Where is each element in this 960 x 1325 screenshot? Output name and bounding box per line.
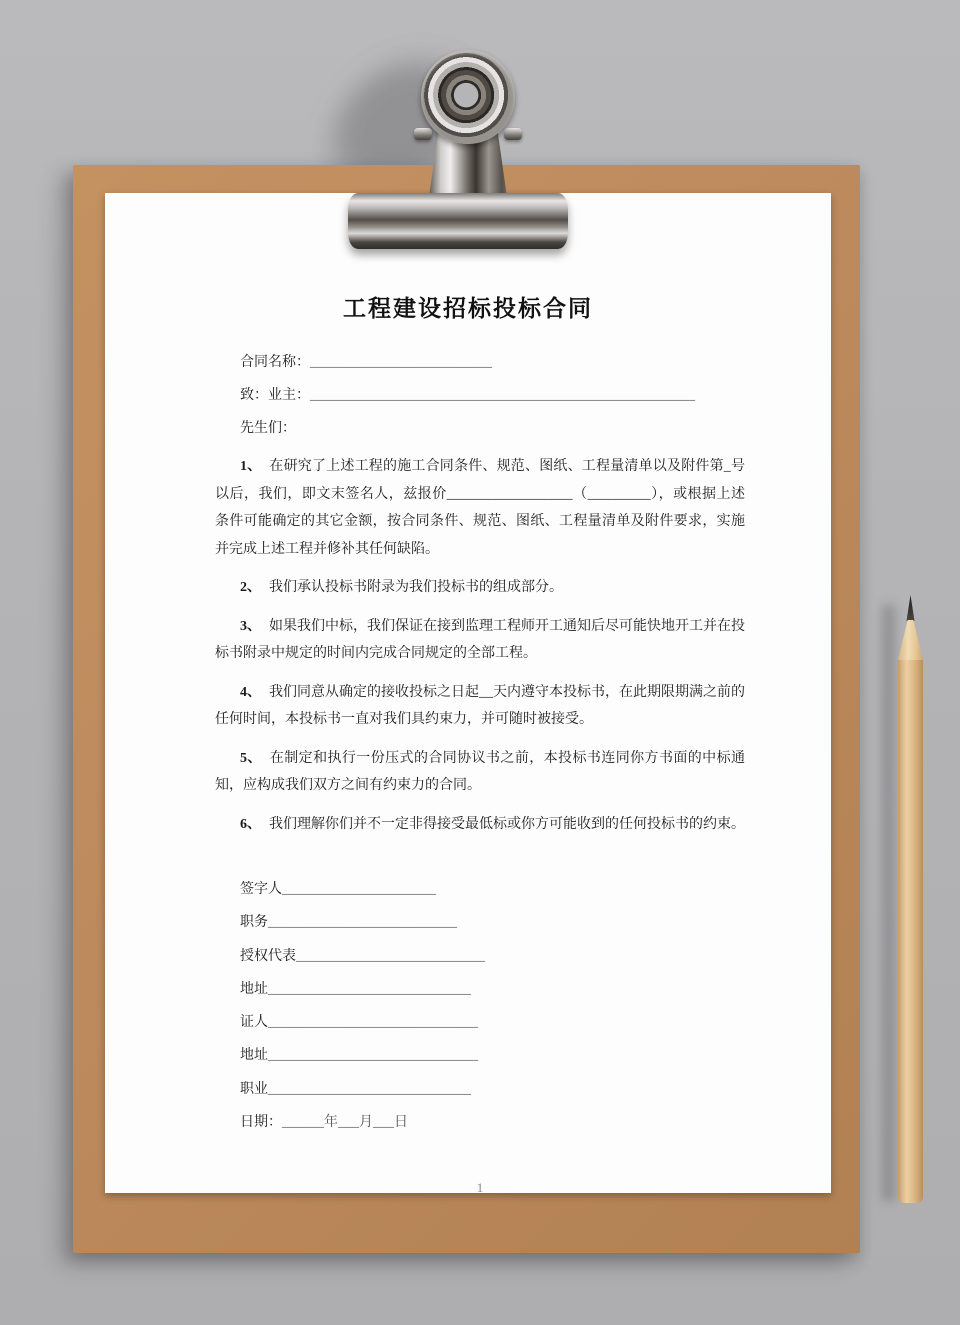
date-label: 日期： [240, 1115, 282, 1131]
pencil-cone [898, 620, 923, 660]
clip-screw-icon [414, 128, 432, 140]
signature-line-authorized-rep [240, 943, 745, 976]
clip-bar [348, 193, 568, 249]
document-title: 工程建设招标投标合同 [343, 295, 593, 321]
authorized-rep-label: 授权代表 [240, 948, 296, 964]
authorized-rep-blank: ___________________________ [296, 948, 485, 964]
addressee-field [240, 382, 745, 415]
contract-name-label: 合同名称： [240, 355, 310, 370]
paragraph-1-number: 1、 [240, 459, 262, 474]
paper-sheet [105, 193, 831, 1196]
witness-address-label: 地址 [240, 1048, 268, 1064]
paragraph-1 [215, 453, 745, 563]
title-blank: ___________________________ [268, 915, 457, 931]
address-blank: _____________________________ [268, 981, 471, 997]
date-blank: ______年___月___日 [282, 1115, 408, 1131]
contract-name-blank: __________________________ [310, 355, 492, 370]
paragraph-6-text: 我们理解你们并不一定非得接受最低标或你方可能收到的任何投标书的约束。 [269, 816, 745, 832]
signature-line-signer [240, 876, 745, 909]
paragraph-5-number: 5、 [240, 750, 262, 766]
signature-line-title [240, 909, 745, 942]
salutation: 先生们： [240, 421, 296, 436]
paragraph-4-text: 我们同意从确定的接收投标之日起__天内遵守本投标书，在此期限期满之前的任何时间，本投标书一直对我们具约束力，并可随时被接受。 [215, 684, 745, 727]
paragraph-2-text: 我们承认投标书附录为我们投标书的组成部分。 [269, 580, 563, 595]
addressee-label: 致：业主： [240, 388, 310, 403]
clip-ring-icon [421, 50, 515, 144]
addressee-blank: _______________________________________________________ [310, 388, 695, 403]
paragraph-4 [215, 679, 745, 734]
page-number: 1 [476, 1180, 484, 1196]
occupation-label: 职业 [240, 1081, 268, 1097]
paragraph-2-number: 2、 [240, 580, 261, 595]
header-fields [240, 349, 745, 442]
document-body [105, 349, 831, 1196]
contract-name-field [240, 349, 745, 382]
signature-line-address [240, 976, 745, 1009]
signature-line-occupation [240, 1076, 745, 1109]
clip-screw-icon [504, 128, 522, 140]
pencil-body [898, 660, 923, 1203]
paragraph-3 [215, 613, 745, 668]
signature-block [240, 876, 745, 1142]
pencil-shadow [882, 604, 895, 1202]
witness-label: 证人 [240, 1015, 268, 1031]
occupation-blank: _____________________________ [268, 1081, 471, 1097]
address-label: 地址 [240, 981, 268, 997]
pencil [898, 595, 923, 1203]
signer-blank: ______________________ [282, 882, 436, 897]
witness-blank: ______________________________ [268, 1015, 478, 1031]
paragraph-6-number: 6、 [240, 816, 261, 832]
signature-line-witness-address [240, 1042, 745, 1075]
paragraph-3-text: 如果我们中标，我们保证在接到监理工程师开工通知后尽可能快地开工并在投标书附录中规定的时间内完成合同规定的全部工程。 [215, 618, 745, 661]
paragraph-2 [215, 574, 745, 602]
paragraph-4-number: 4、 [240, 684, 261, 700]
paragraph-5-text: 在制定和执行一份压式的合同协议书之前，本投标书连同你方书面的中标通知，应构成我们双方之间有约束力的合同。 [215, 750, 746, 793]
paragraph-3-number: 3、 [240, 618, 261, 634]
signature-line-witness [240, 1009, 745, 1042]
paragraph-1-text: 在研究了上述工程的施工合同条件、规范、图纸、工程量清单以及附件第_号以后，我们，即文末签名人，兹报价__________________（_________），或根据上述条件可能确定的其它金额，按合同条件、规范、图纸、工程量清单及附件要求，实施并完成上述工程并修补其任何缺陷。 [215, 459, 746, 557]
pencil-tip-icon [898, 595, 923, 621]
paragraph-6 [215, 811, 745, 839]
date-line [240, 1109, 745, 1142]
signer-label: 签字人 [240, 882, 282, 897]
title-label: 职务 [240, 915, 268, 931]
paragraph-5 [215, 745, 745, 800]
witness-address-blank: ______________________________ [268, 1048, 478, 1064]
